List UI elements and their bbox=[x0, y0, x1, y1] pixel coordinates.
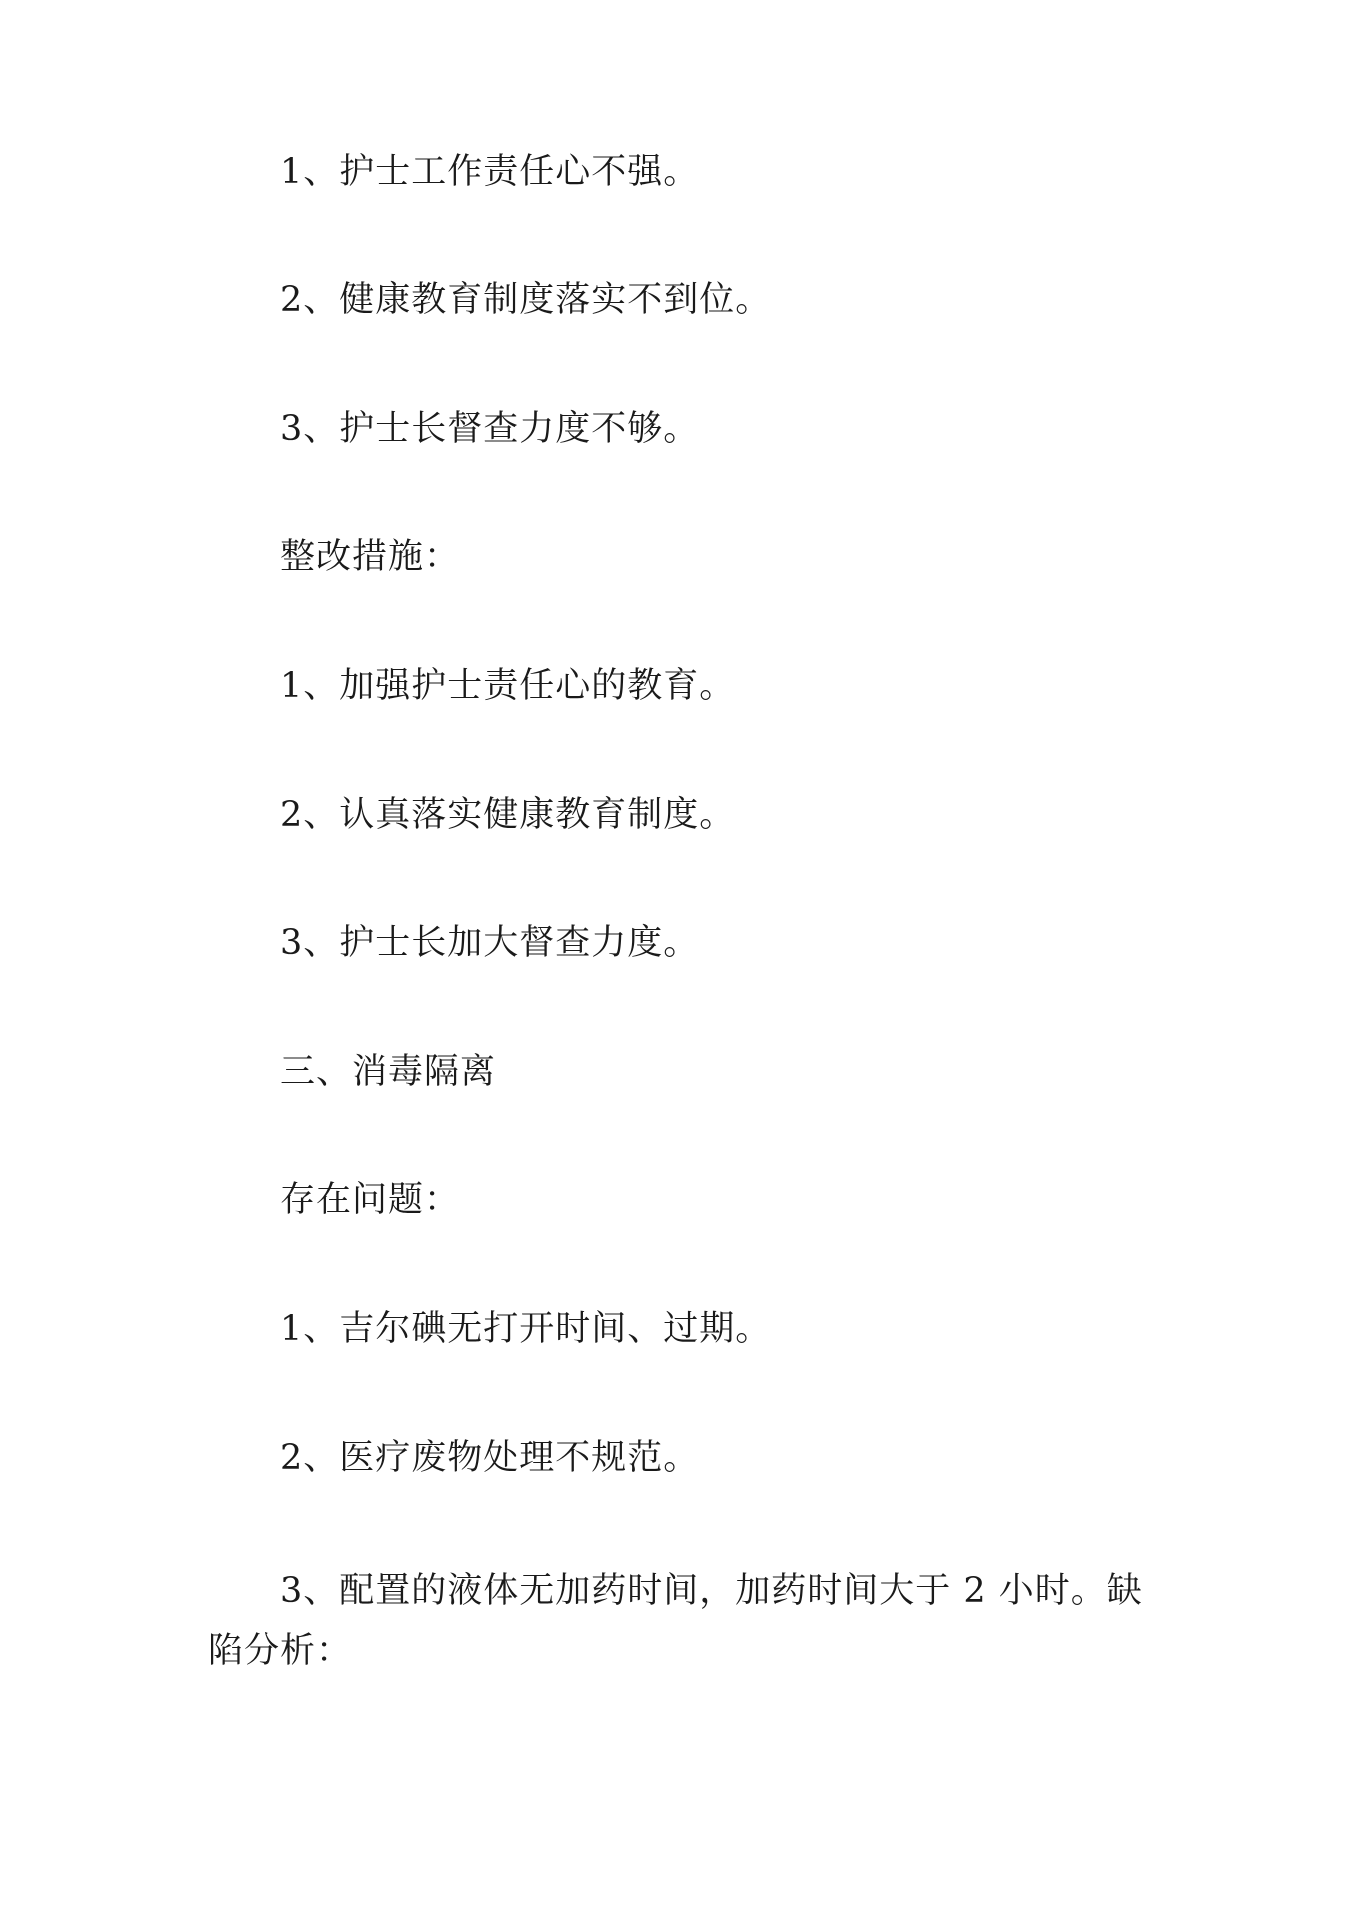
measure-item-2: 2、认真落实健康教育制度。 bbox=[280, 795, 736, 835]
measure-item-3: 3、护士长加大督查力度。 bbox=[280, 923, 700, 963]
problem-item-3: 3、护士长督查力度不够。 bbox=[280, 409, 700, 449]
problem-item-iodine: 1、吉尔碘无打开时间、过期。 bbox=[280, 1309, 772, 1349]
section-heading-disinfection: 三、消毒隔离 bbox=[280, 1052, 497, 1092]
section-heading-measures: 整改措施： bbox=[280, 537, 461, 577]
problem-item-1: 1、护士工作责任心不强。 bbox=[280, 152, 700, 192]
measure-item-1: 1、加强护士责任心的教育。 bbox=[280, 666, 736, 706]
problem-item-2: 2、健康教育制度落实不到位。 bbox=[280, 280, 772, 320]
problem-item-infusion-paragraph: 3、配置的液体无加药时间，加药时间大于 2 小时。缺陷分析： bbox=[208, 1571, 1143, 1671]
section-heading-problems: 存在问题： bbox=[280, 1180, 461, 1220]
problem-item-waste: 2、医疗废物处理不规范。 bbox=[280, 1438, 700, 1478]
